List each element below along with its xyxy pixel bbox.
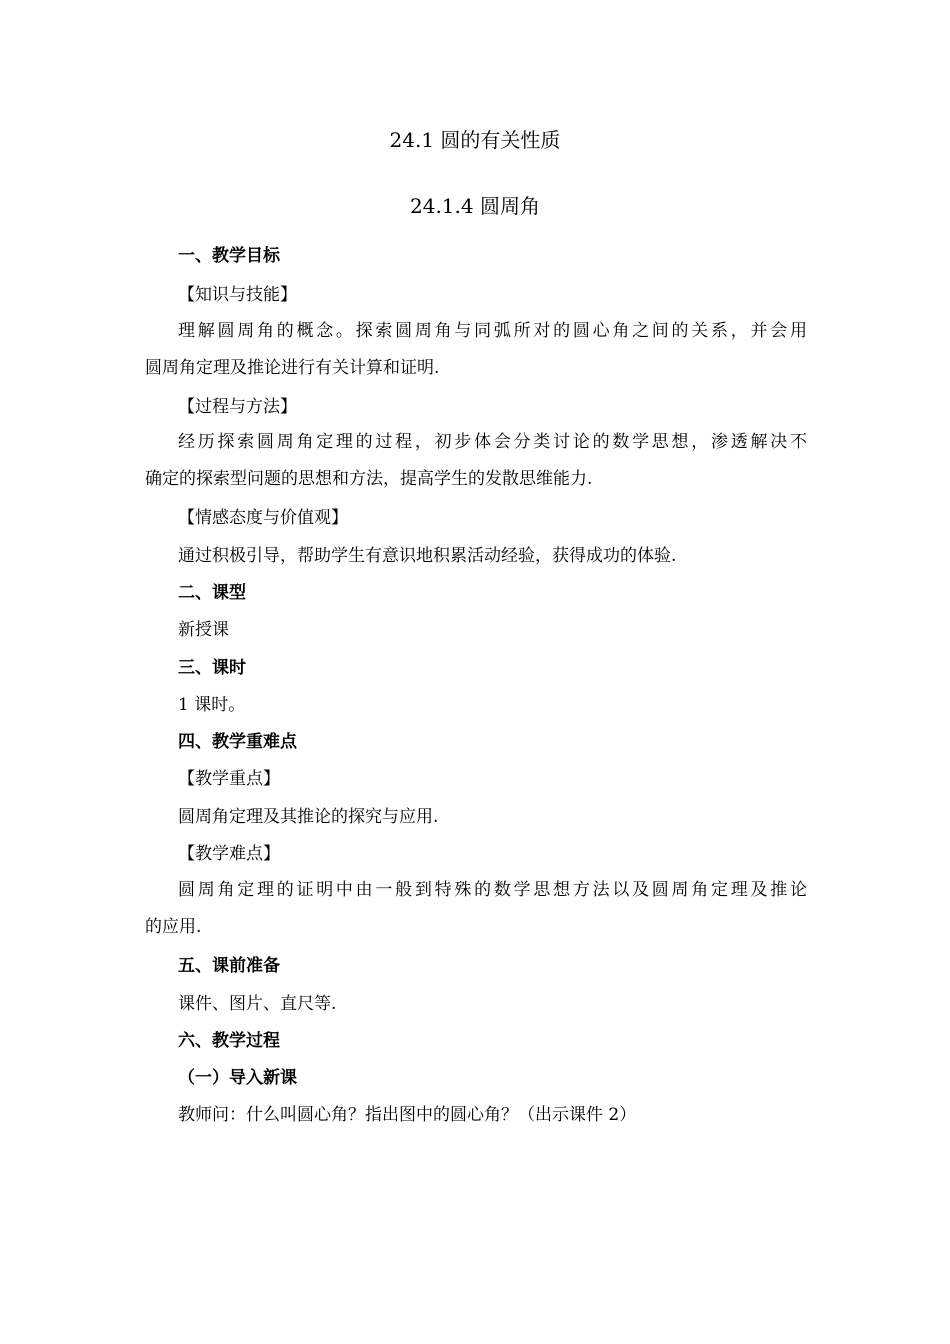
paragraph-line: 经历探索圆周角定理的过程，初步体会分类讨论的数学思想，渗透解决不	[178, 432, 807, 452]
subheading-process-method: 【过程与方法】	[178, 397, 297, 417]
paragraph-line: 圆周角定理的证明中由一般到特殊的数学思想方法以及圆周角定理及推论	[178, 880, 807, 900]
subheading-introduce-new-lesson: （一）导入新课	[178, 1068, 297, 1088]
paragraph-line: 的应用.	[145, 917, 202, 937]
document-subtitle: 24.1.4 圆周角	[410, 194, 540, 218]
lesson-type-text: 新授课	[178, 620, 229, 640]
paragraph-process-method	[145, 424, 807, 498]
subheading-emotion-values: 【情感态度与价值观】	[178, 508, 348, 528]
section-heading-teaching-process: 六、教学过程	[178, 1031, 280, 1051]
document-title: 24.1 圆的有关性质	[389, 128, 561, 152]
paragraph-key-points: 圆周角定理及其推论的探究与应用.	[178, 807, 439, 827]
paragraph-teacher-question: 教师问：什么叫圆心角？指出图中的圆心角？（出示课件 2）	[178, 1105, 637, 1125]
paragraph-line: 圆周角定理及推论进行有关计算和证明.	[145, 358, 440, 378]
lesson-hours-text: 1 课时。	[178, 695, 246, 715]
subheading-knowledge-skills: 【知识与技能】	[178, 285, 297, 305]
paragraph-emotion-values: 通过积极引导，帮助学生有意识地积累活动经验，获得成功的体验.	[178, 546, 677, 566]
section-heading-lesson-type: 二、课型	[178, 583, 246, 603]
section-heading-preparation: 五、课前准备	[178, 956, 280, 976]
section-heading-lesson-hours: 三、课时	[178, 658, 246, 678]
paragraph-line: 确定的探索型问题的思想和方法，提高学生的发散思维能力.	[145, 469, 593, 489]
section-heading-teaching-goals: 一、教学目标	[178, 246, 280, 266]
subheading-difficult-points: 【教学难点】	[178, 844, 280, 864]
preparation-text: 课件、图片、直尺等.	[178, 994, 337, 1014]
section-heading-key-difficult-points: 四、教学重难点	[178, 732, 297, 752]
subheading-key-points: 【教学重点】	[178, 769, 280, 789]
paragraph-difficult-points	[145, 872, 807, 946]
paragraph-knowledge-skills	[145, 313, 807, 387]
paragraph-line: 理解圆周角的概念。探索圆周角与同弧所对的圆心角之间的关系，并会用	[178, 321, 807, 341]
